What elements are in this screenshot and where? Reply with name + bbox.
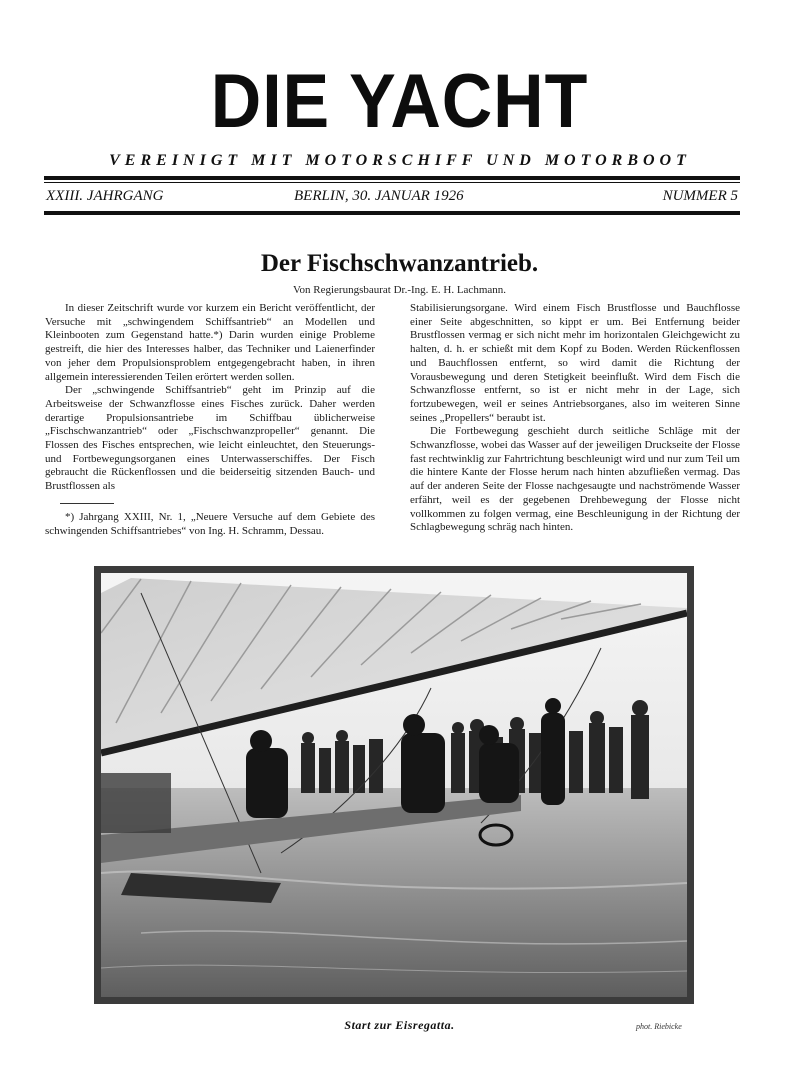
issue-volume: XXIII. JAHRGANG: [46, 188, 164, 204]
footnote-divider: [60, 503, 114, 504]
masthead-rule-bottom: [44, 211, 740, 215]
article-column-left: [45, 302, 375, 494]
masthead-subtitle: VEREINIGT MIT MOTORSCHIFF UND MOTORBOOT: [109, 152, 691, 169]
footnote: *) Jahrgang XXIII, Nr. 1, „Neuere Versuche auf dem Gebiete des schwingenden Schiffsantriebes“ von Ing. H. Schramm, Dessau.: [45, 511, 375, 537]
article-column-right: [410, 302, 740, 535]
photo-illustration: [101, 573, 687, 997]
article-byline: Von Regierungsbaurat Dr.-Ing. E. H. Lachmann.: [292, 284, 507, 296]
issue-number: NUMMER 5: [662, 188, 738, 204]
masthead-rule-top: [44, 176, 740, 180]
photo-credit: phot. Riebicke: [636, 1022, 682, 1031]
paragraph: Die Fortbewegung geschieht durch seitliche Schläge mit der Schwanzflosse, wobei das Wasser auf der jeweiligen Druckseite der Flosse fast rechtwinklig zur Fahrtrichtung beschleunigt wird und nur zum Teil um die hintere Kante der Flosse herum nach hinten abzufließen vermag. Das auf der anderen Seite der Flosse nachgesaugte und nachströmende Wasser erfährt, weil es der gegebenen Drehbewegung der Flosse nicht vollkommen zu folgen vermag, eine Beschleunigung in der Richtung der Schlagbewegung schräg nach hinten.: [410, 425, 740, 534]
paragraph: In dieser Zeitschrift wurde vor kurzem ein Bericht veröffentlicht, der Versuche mit „schwingendem Schiffsantrieb“ an Modellen und Kleinbooten zum Gegenstand hatte.*) Darin wurden einige Probleme gestreift, die hier des Interesses halber, das Techniker und Laienerfinder von jeher dem Propulsionsproblem entgegengebracht haben, in ihren allgemein interessierenden Teilen erörtert werden sollen.: [45, 302, 375, 383]
masthead-title: DIE YACHT: [210, 59, 589, 144]
paragraph: Stabilisierungsorgane. Wird einem Fisch Brustflosse und Bauchflosse einer Seite abgeschnitten, so kippt er um. Bei Entfernung beider Brustflossen vermag er sich nicht mehr im horizontalen Gleichgewicht zu halten, d. h. er schießt mit dem Kopf zu Boden. Werden Rückenflossen und Bauchflossen entfernt, so wird damit die Richtung der Vorausbewegung und deren Stetigkeit beeinflußt. Wird dem Fisch die Schwanzflosse entfernt, so ist er nicht mehr in der Lage, sich fortzubewegen, weil er seines Antriebsorganes, also im weiteren Sinne seines „Propellers“ beraubt ist.: [410, 302, 740, 424]
photo-caption: Start zur Eisregatta.: [344, 1018, 455, 1032]
issue-bar: [46, 188, 738, 208]
article-title: Der Fischschwanzantrieb.: [260, 250, 539, 277]
masthead-rule-top-thin: [44, 182, 740, 183]
paragraph: Der „schwingende Schiffsantrieb“ geht im Prinzip auf die Arbeitsweise der Schwanzflosse eines Fisches zurück. Daher werden derartige Propulsionsantriebe im Schiffbau üblicherweise „Fischschwanzantrieb“ oder „Fischschwanzpropeller“ genannt. Die Flossen des Fisches entsprechen, wie leicht einleuchtet, den Steuerungs- und Fortbewegungsorganen eines Unterwasserschiffes. Der Fisch gebraucht die Rückenflossen und die beiderseitig sitzenden Bauch- und Brustflossen als: [45, 384, 375, 493]
photo-iceboat: [94, 566, 694, 1004]
issue-place-date: BERLIN, 30. JANUAR 1926: [294, 188, 464, 204]
